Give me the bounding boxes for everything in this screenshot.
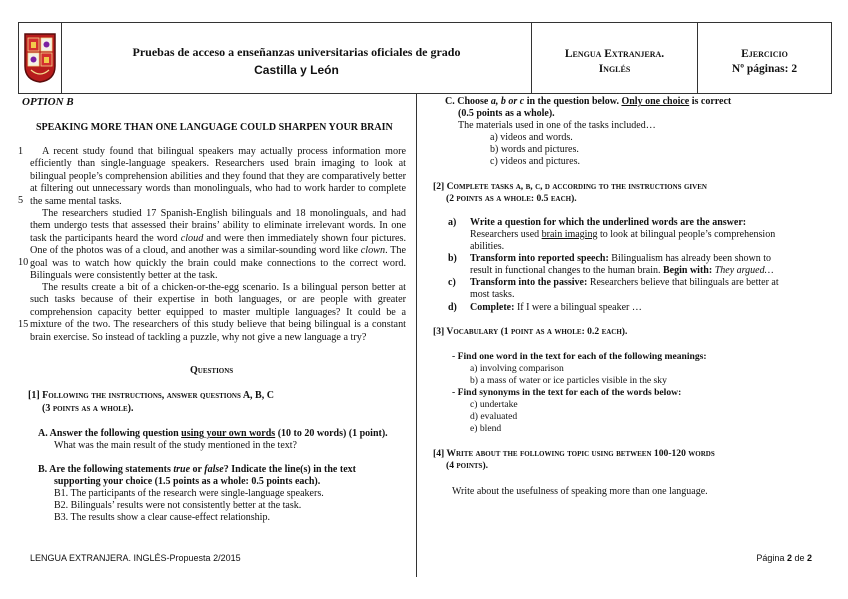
task-c-line1 xyxy=(470,277,815,289)
vocab-b: b) a mass of water or ice particles visible in the sky xyxy=(470,375,667,386)
task-a-text-1: Researchers used xyxy=(470,229,542,240)
exam-title: Pruebas de acceso a enseñanzas universitarias oficiales de grado xyxy=(132,45,461,59)
task-d-label: d) xyxy=(448,302,457,313)
paragraph-2 xyxy=(30,208,406,282)
section-1-points: (3 points as a whole). xyxy=(42,403,134,414)
task-b-they: They argued… xyxy=(714,265,774,276)
exercise-label: Ejercicio xyxy=(741,48,788,60)
subject-cell xyxy=(532,23,698,93)
section-2-title: [2] Complete tasks a, b, c, d according to the instructions given xyxy=(433,181,707,192)
qc-c: c xyxy=(519,96,525,107)
p2-word-cloud: cloud xyxy=(180,232,204,244)
task-b-label: b) xyxy=(448,253,457,264)
qa-text-b: (10 to 20 words) (1 point). xyxy=(275,428,388,439)
logo-cell xyxy=(19,23,62,93)
page-count: Nº páginas: 2 xyxy=(731,63,798,75)
option-b: b) words and pictures. xyxy=(490,144,579,155)
line-number: 15 xyxy=(18,319,29,330)
coat-of-arms-logo xyxy=(23,32,57,84)
qb-false: false xyxy=(204,464,224,475)
task-a-text xyxy=(470,229,775,241)
question-c-stem: The materials used in one of the tasks included… xyxy=(458,120,656,131)
vocab-a: a) involving comparison xyxy=(470,363,564,374)
qc-text-end: is correct xyxy=(689,96,732,107)
task-d-title: Complete: xyxy=(470,302,515,313)
task-b-title: Transform into reported speech: xyxy=(470,253,609,264)
subject-label: Lengua Extranjera. xyxy=(564,48,665,60)
task-c-label: c) xyxy=(448,277,456,288)
vocab-e: e) blend xyxy=(470,423,502,434)
question-a-text: What was the main result of the study mentioned in the text? xyxy=(54,440,297,451)
header-box xyxy=(18,22,832,94)
page-number xyxy=(756,553,812,563)
qb-text-b: ? Indicate the line(s) in the text xyxy=(223,464,356,475)
section-2-points: (2 points as a whole: 0.5 each). xyxy=(446,193,577,204)
exercise-cell xyxy=(698,23,831,93)
page-label: Página xyxy=(756,553,787,563)
title-cell xyxy=(62,23,532,93)
section-1-title: [1] Following the instructions, answer questions A, B, C xyxy=(28,390,274,401)
p2-text-a: The researchers studied 17 Spanish-English bilinguals and 18 monolinguals, and had them undergo tests that assessed their brains’ ability to eliminate irrelevant words. In one task the participants heard the word xyxy=(30,208,406,244)
region-title: Castilla y León xyxy=(254,63,339,77)
p2-word-clown: clown xyxy=(360,245,386,257)
question-c-title xyxy=(445,96,731,108)
statement-b3: B3. The results show a clear cause-effect relationship. xyxy=(54,512,270,523)
qa-text-a: A. Answer the following question xyxy=(38,428,182,439)
statement-b2: B2. Bilinguals’ results were not consistently better at the task. xyxy=(54,500,302,511)
qb-true: true xyxy=(173,464,191,475)
subject-language: Inglés xyxy=(598,63,631,75)
vocab-find-meanings: - Find one word in the text for each of the following meanings: xyxy=(452,351,707,362)
task-d-text: If I were a bilingual speaker … xyxy=(514,302,642,313)
task-b-line1 xyxy=(470,253,771,265)
column-divider xyxy=(416,93,417,577)
vocab-find-synonyms: - Find synonyms in the text for each of the words below: xyxy=(452,387,682,398)
question-b-points: supporting your choice (1.5 points as a whole: 0.5 points each). xyxy=(54,476,321,487)
line-number: 1 xyxy=(18,146,24,157)
section-4-text: Write about the usefulness of speaking more than one language. xyxy=(452,486,708,497)
vocab-d: d) evaluated xyxy=(470,411,518,422)
p2-text-b: and were then immediately shown four pictures. One of the photos was of a cloud, and another was a similar-sounding word like xyxy=(30,232,407,257)
option-a: a) videos and words. xyxy=(490,132,573,143)
qb-or: or xyxy=(190,464,205,475)
statement-b1: B1. The participants of the research were single-language speakers. xyxy=(54,488,324,499)
qc-text-b: in the question below. xyxy=(524,96,622,107)
section-4-title: [4] Write about the following topic using between 100-120 words xyxy=(433,448,715,459)
page-total: 2 xyxy=(806,553,812,563)
line-number: 10 xyxy=(18,257,29,268)
question-a-title xyxy=(38,428,388,440)
task-c-text-2: most tasks. xyxy=(470,289,515,300)
line-number: 5 xyxy=(18,195,24,206)
task-a-text-3: abilities. xyxy=(470,241,505,252)
qc-ab: a, b xyxy=(490,96,506,107)
footer-left: LENGUA EXTRANJERA. INGLÉS-Propuesta 2/2015 xyxy=(30,553,241,563)
vocab-c: c) undertake xyxy=(470,399,518,410)
task-a-text-2: to look at bilingual people’s comprehension xyxy=(597,229,776,240)
section-4-points: (4 points). xyxy=(446,460,489,471)
paragraph-1: A recent study found that bilingual speakers may actually process information more efficiently than single-language speakers. Researchers used brain imaging to look at bilingual people’s comprehension abilities and they found that they are comparatively better at filtering out unnecessary words than monolinguals, who had to work harder to complete the same mental tasks. xyxy=(30,146,406,207)
section-3-title: [3] Vocabulary (1 point as a whole: 0.2 each). xyxy=(433,326,628,337)
option-c: c) videos and pictures. xyxy=(490,156,580,167)
task-b-line2 xyxy=(470,265,773,277)
task-b-text-2: result in functional changes to the human brain. xyxy=(470,265,664,276)
task-c-text: Researchers believe that bilinguals are better at xyxy=(587,277,779,288)
task-c-title: Transform into the passive: xyxy=(470,277,588,288)
question-c-points: (0.5 points as a whole). xyxy=(458,108,555,119)
qc-or: or xyxy=(505,96,520,107)
p2-text-c: . The goal was to watch how quickly the brain could make connections to the correct word. Bilinguals were consistently better at the task. xyxy=(30,245,406,282)
task-b-begin: Begin with: xyxy=(663,265,715,276)
question-b-title xyxy=(38,464,356,476)
qb-text-a: B. Are the following statements xyxy=(38,464,174,475)
qc-underlined: Only one choice xyxy=(621,96,690,107)
task-a-title: Write a question for which the underlined words are the answer: xyxy=(470,217,747,228)
reading-title: SPEAKING MORE THAN ONE LANGUAGE COULD SHARPEN YOUR BRAIN xyxy=(36,122,393,133)
qa-underlined: using your own words xyxy=(181,428,276,439)
page-current: 2 xyxy=(786,553,792,563)
page-of: de xyxy=(791,553,807,563)
task-b-text: Bilingualism has already been shown to xyxy=(608,253,771,264)
task-d-line xyxy=(470,302,642,314)
paragraph-3: The results create a bit of a chicken-or-the-egg scenario. Is a bilingual person better at such tasks because of their expertise in both languages, or are people with greater comprehension capacity better equipped to master multiple languages? It could be a mixture of the two. The researchers of this study believe that being bilingual is a constant brain exercise. So instead of tackling a puzzle, why not give a new language a try? xyxy=(30,282,406,343)
questions-heading: Questions xyxy=(190,365,234,376)
qc-text-a: C. Choose xyxy=(445,96,491,107)
task-a-underlined: brain imaging xyxy=(541,229,598,240)
option-label: OPTION B xyxy=(22,96,74,108)
task-a-label: a) xyxy=(448,217,457,228)
